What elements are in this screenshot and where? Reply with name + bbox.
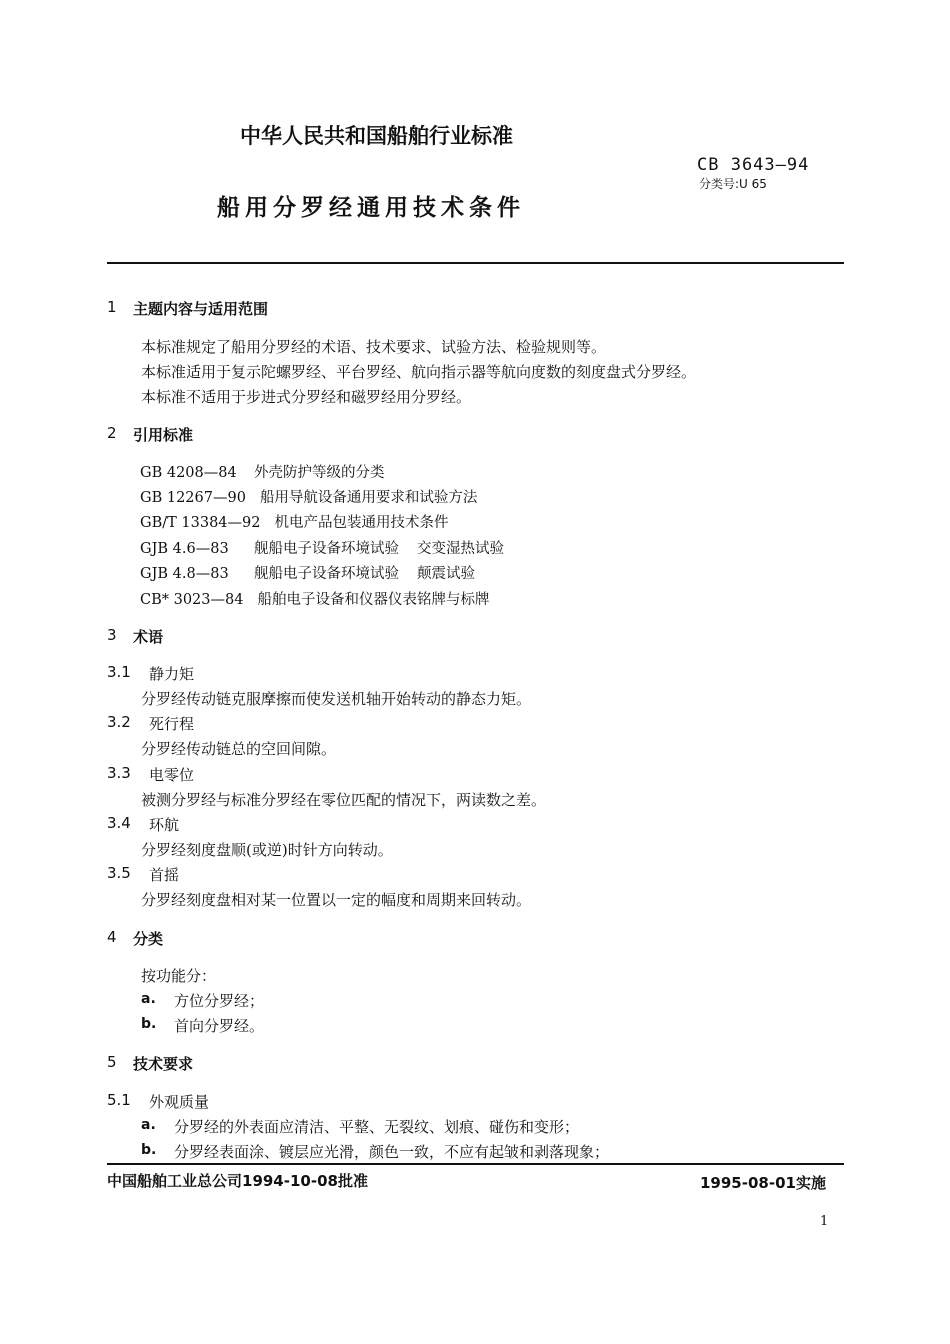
approval-line: 中国船舶工业总公司1994-10-08批准	[107, 1172, 368, 1190]
reference-item	[140, 511, 448, 532]
term-number: 3.2	[107, 713, 131, 731]
standard-number: CB 3643—94	[697, 155, 810, 175]
page-number: 1	[820, 1214, 829, 1229]
section-2-number: 2	[107, 424, 117, 442]
reference-title: 船用导航设备通用要求和试验方法	[259, 490, 478, 506]
reference-code: GB 4208—84	[140, 465, 237, 481]
term-definition: 分罗经刻度盘顺(或逆)时针方向转动。	[141, 841, 393, 859]
reference-code: GB/T 13384—92	[140, 515, 261, 531]
list-label: a.	[141, 1117, 156, 1133]
reference-item	[140, 486, 477, 507]
list-item: 分罗经表面涂、镀层应光滑，颜色一致，不应有起皱和剥落现象；	[174, 1143, 610, 1161]
section-1-para-3: 本标准不适用于步进式分罗经和磁罗经用分罗经。	[141, 388, 472, 406]
subsection-title: 外观质量	[149, 1093, 210, 1111]
reference-code: GJB 4.6—83	[140, 541, 229, 557]
reference-title: 舰船电子设备环境试验	[254, 566, 399, 582]
term-definition: 分罗经传动链克服摩擦而使发送机轴开始转动的静态力矩。	[141, 690, 532, 708]
term-number: 3.5	[107, 864, 131, 882]
term-definition: 被测分罗经与标准分罗经在零位匹配的情况下，两读数之差。	[141, 791, 547, 809]
term-name: 首摇	[149, 866, 180, 884]
reference-item	[140, 562, 475, 583]
section-4-intro: 按功能分：	[141, 967, 217, 985]
reference-item	[140, 588, 489, 609]
reference-item	[140, 461, 385, 482]
section-1-para-2: 本标准适用于复示陀螺罗经、平台罗经、航向指示器等航向度数的刻度盘式分罗经。	[141, 363, 697, 381]
section-1-para-1: 本标准规定了船用分罗经的术语、技术要求、试验方法、检验规则等。	[141, 338, 607, 356]
list-label: b.	[141, 1016, 157, 1032]
reference-code: GJB 4.8—83	[140, 566, 229, 582]
section-5-number: 5	[107, 1053, 117, 1071]
reference-title: 外壳防护等级的分类	[254, 465, 385, 481]
reference-code: CB* 3023—84	[140, 592, 244, 608]
section-3-title: 术语	[133, 628, 164, 646]
term-name: 电零位	[149, 766, 195, 784]
subsection-number: 5.1	[107, 1091, 131, 1109]
list-label: a.	[141, 991, 156, 1007]
section-5-title: 技术要求	[133, 1055, 194, 1073]
footer-rule	[107, 1163, 844, 1165]
list-item: 方位分罗经；	[174, 992, 265, 1010]
term-definition: 分罗经传动链总的空回间隙。	[141, 740, 337, 758]
document-title: 船用分罗经通用技术条件	[217, 195, 525, 221]
classification-number: 分类号:U 65	[699, 177, 767, 191]
reference-item	[140, 537, 504, 558]
term-definition: 分罗经刻度盘相对某一位置以一定的幅度和周期来回转动。	[141, 891, 532, 909]
term-number: 3.3	[107, 764, 131, 782]
term-name: 静力矩	[149, 665, 195, 683]
org-title: 中华人民共和国船舶行业标准	[240, 124, 513, 148]
section-4-title: 分类	[133, 930, 164, 948]
term-name: 环航	[149, 816, 180, 834]
section-2-title: 引用标准	[133, 426, 194, 444]
section-3-number: 3	[107, 626, 117, 644]
term-name: 死行程	[149, 715, 195, 733]
reference-subtitle: 颠震试验	[417, 566, 475, 582]
list-item: 分罗经的外表面应清洁、平整、无裂纹、划痕、碰伤和变形；	[174, 1118, 580, 1136]
reference-title: 船舶电子设备和仪器仪表铭牌与标牌	[257, 592, 490, 608]
reference-code: GB 12267—90	[140, 490, 246, 506]
reference-subtitle: 交变湿热试验	[417, 541, 504, 557]
term-number: 3.4	[107, 814, 131, 832]
list-label: b.	[141, 1142, 157, 1158]
section-1-number: 1	[107, 298, 117, 316]
section-4-number: 4	[107, 928, 117, 946]
reference-title: 舰船电子设备环境试验	[254, 541, 399, 557]
reference-title: 机电产品包装通用技术条件	[274, 515, 449, 531]
header-rule	[107, 262, 844, 264]
section-1-title: 主题内容与适用范围	[133, 300, 269, 318]
term-number: 3.1	[107, 663, 131, 681]
list-item: 首向分罗经。	[174, 1017, 265, 1035]
effective-date: 1995-08-01实施	[700, 1174, 826, 1192]
